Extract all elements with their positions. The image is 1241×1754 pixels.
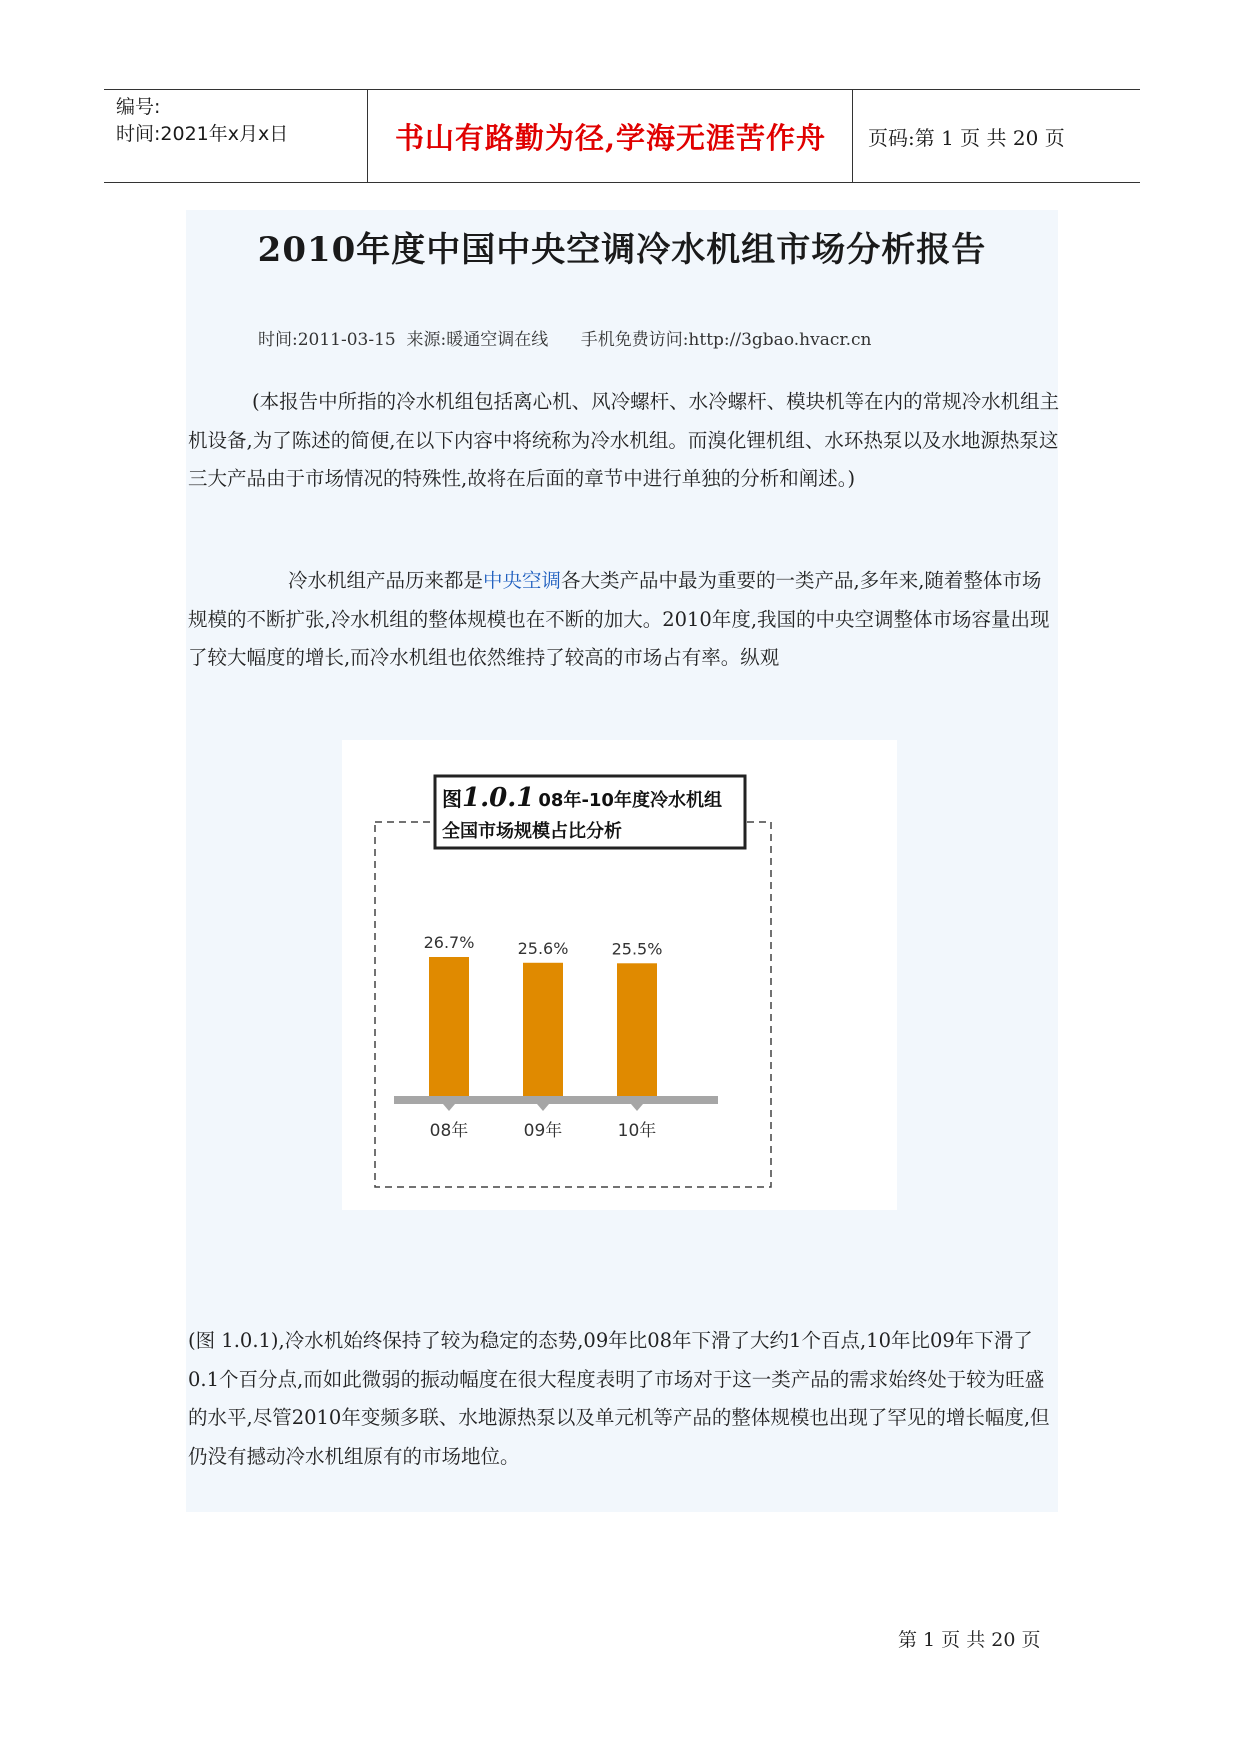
page-footer: 第 1 页 共 20 页 [898,1629,1041,1651]
chart-title-line1: 图1.0.1 08年-10年度冷水机组 [442,783,722,813]
article-meta: 时间:2011-03-15 来源:暖通空调在线 手机免费访问:http://3gbao.hvacr.cn [258,330,872,350]
bar-3 [617,963,657,1097]
chart-title-line2: 全国市场规模占比分析 [442,821,622,842]
paragraph-text: 冷水机组产品历来都是 [288,569,484,592]
header-page-code: 页码:第 1 页 共 20 页 [868,125,1065,150]
bar-value-label: 26.7% [423,933,475,952]
tick-marker [537,1104,549,1111]
chart-baseline [394,1096,718,1104]
bar-value-label: 25.5% [611,939,663,959]
header-table [104,89,1140,183]
paragraph-scope-note: (本报告中所指的冷水机组包括离心机、风冷螺杆、水冷螺杆、模块机等在内的常规冷水机组主机设备,为了陈述的简便,在以下内容中将统称为冷水机组。而溴化锂机组、水环热泵以及水地源热泵这三大产品由于市场情况的特殊性,故将在后面的章节中进行单独的分析和阐述。) [188,390,1060,490]
page-title: 2010年度中国中央空调冷水机组市场分析报告 [257,230,987,270]
paragraph-analysis: (图 1.0.1),冷水机始终保持了较为稳定的态势,09年比08年下滑了大约1个百点,10年比09年下滑了0.1个百分点,而如此微弱的振动幅度在很大程度表明了市场对于这一类产品的需求始终处于较为旺盛的水平,尽管2010年变频多联、水地源热泵以及单元机等产品的整体规模也出现了罕见的增长幅度,但仍没有撼动冷水机组原有的市场地位。 [188,1329,1050,1468]
paragraph-text: 各大类产品中最为重要的一类产品,多年来,随着整体市场规模的不断扩张,冷水机组的整体规模也在不断的加大。2010年度,我国的中央空调整体市场容量出现了较大幅度的增长,而冷水机组也依然维持了较高的市场占有率。纵观 [188,569,1050,669]
category-label: 09年 [523,1121,563,1141]
central-ac-link[interactable]: 中央空调 [483,569,562,592]
figure-1-0-1 [342,740,897,1210]
header-motto: 书山有路勤为径,学海无涯苦作舟 [369,90,853,182]
tick-marker [443,1104,455,1111]
bar-value-label: 25.6% [517,938,569,958]
number-label: 编号: [116,96,161,118]
bar-chart [342,740,897,1210]
bar-2 [523,963,563,1097]
category-label: 08年 [429,1121,469,1141]
bar-1 [429,957,469,1097]
category-label: 10年 [617,1121,657,1141]
time-label: 时间:2021年x月x日 [116,123,289,145]
header-info [104,90,368,182]
paragraph-overview [188,562,1060,678]
tick-marker [631,1104,643,1111]
